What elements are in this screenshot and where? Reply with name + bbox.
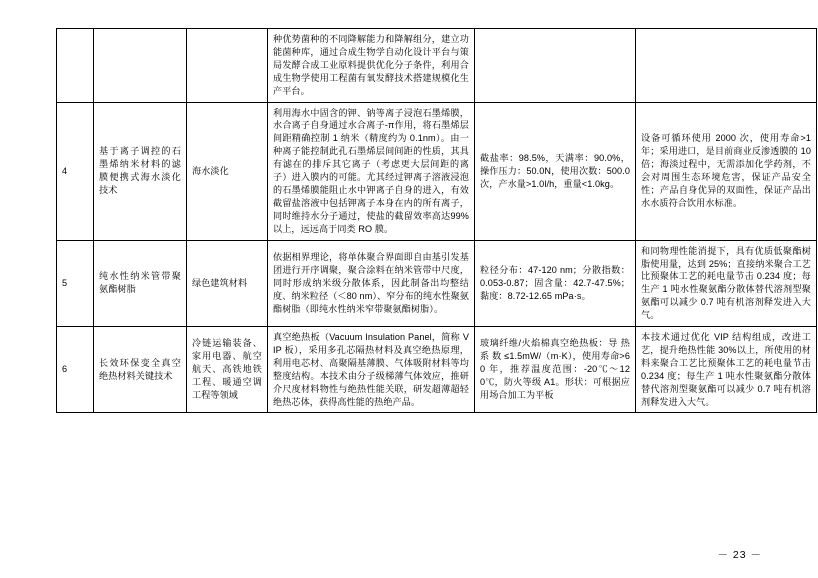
application-field-cell [187,102,268,240]
advantage-cell [636,29,817,103]
table-row [57,240,817,326]
description-text: 真空绝热板（Vacuum Insulation Panel，简称 VIP 板），采用多孔芯隔热材料及真空绝热原理，利用电芯材、高聚隔基薄膜、气体吸附材料等均整度结构。本技术由分子级梯薄气体效应，推研介尺度材料物性与绝热性能关联，研发超薄超轻绝热芯体，获得高性能的热绝产品。 [273,332,469,407]
indicator-text: 截盐率：98.5%，天满率：90.0%，操作压力：50.0N，使用次数：500.0 次，产水量>1.0l/h，重量<1.0kg。 [480,152,630,189]
row-number-cell [57,327,94,413]
indicator-text: 粒径分布：47-120 nm；分散指数：0.053-0.87；固含量：42.7-47.5%；黏度：8.72-12.65 mPa·s。 [480,264,630,301]
advantage-text: 设备可循环使用 2000 次，使用寿命>1 年；采用进口，是目前商业反渗透膜的 10 倍；海淡过程中，无需添加化学药剂，不会对周围生态环境危害，保证产品安全性；产品自身优异的双面性，保证产品出水水质符合饮用水标准。 [641,133,811,208]
description-cell [268,29,475,103]
technology-name: 纯水性纳米管带聚氨酯树脂 [99,271,181,295]
indicator-cell [475,240,636,326]
row-number-cell [57,29,94,103]
indicator-cell [475,102,636,240]
technology-name-cell [94,29,187,103]
row-number: 6 [62,364,68,375]
indicator-cell [475,327,636,413]
application-field: 海水淡化 [192,165,229,176]
row-number: 5 [62,277,68,288]
technology-name: 长效环保变全真空绝热材料关键技术 [99,357,181,381]
advantage-cell [636,102,817,240]
advantage-cell [636,327,817,413]
row-number-cell [57,240,94,326]
table-row [57,327,817,413]
specification-table [56,28,817,413]
application-field-cell [187,327,268,413]
row-number-cell [57,102,94,240]
description-text: 种优势菌种的不同降解能力和降解组分，建立功能菌种库，通过合成生物学自动化设计平台与策局发酵合成工业原料提供优化分子条件，利用合成生物学使用工程菌有氧发酵技术搭建规模化生产平台。 [273,34,469,96]
indicator-cell [475,29,636,103]
description-text: 依据相界理论，将单体聚合界面即自由基引发基团进行开序调聚，聚合涂料在纳米管带中尺度，同时形成纳米级分散体系，因此制备出均整结度、纳米粒径（＜80 nm）、窄分布的纯水性聚氨酯树脂（即纯水性纳米窄带聚氨酯树脂）。 [273,252,469,314]
row-number: 4 [62,165,68,176]
application-field: 冷链运输装备、家用电器、航空航天、高铁地铁工程、暖通空调工程等领域 [192,338,262,401]
technology-name-cell [94,102,187,240]
advantage-cell [636,240,817,326]
description-cell [268,327,475,413]
description-cell [268,102,475,240]
application-field-cell [187,240,268,326]
description-text: 利用海水中固含的钾、钠等离子浸泡石墨烯膜，水合离子自身通过水合离子-π作用，将石墨烯层间距精确控制 1 纳米（精度约为 0.1nm）。由一种离子能控制此孔石墨烯层间间距的性质，其具有滤在的排斥其它离子（考虑更大层间距的离子）进入膜内的可能。尤其经过钾离子溶液浸泡的石墨烯膜能阻止水中钾离子自身的进入，有效截留盐溶液中包括钾离子本身在内的所有离子，同时维持水分子通过，使盐的截留效率高达99%以上，远远高于同类 RO 膜。 [273,107,469,234]
technology-name: 基于离子调控的石墨烯纳米材料的滤膜便携式海水淡化技术 [99,146,181,195]
application-field-cell [187,29,268,103]
application-field: 绿色建筑材料 [192,277,248,288]
description-cell [268,240,475,326]
advantage-text: 和同物理性能消提下，具有优质低聚酯树脂使用量，达到 25%；直接纳米聚合工艺比预聚体工艺的耗电量节击 0.234 度；每生产 1 吨水性聚氨酯分散体替代溶剂型聚氨酯可以减少 0.7 吨有机溶剂释发进入大气。 [641,245,811,321]
table-row [57,29,817,103]
technology-name-cell [94,327,187,413]
page-number: － 23 － [717,549,762,561]
table-body [57,29,817,413]
table-row [57,102,817,240]
advantage-text: 本技术通过优化 VIP 结构组成，改进工艺，提升绝热性能 30%以上，所使用的材料来聚合工艺比预聚体工艺的耗电量节击 0.234 度；每生产 1 吨水性聚氨酯分散体替代溶剂型聚氨酯可以减少 0.7 吨有机溶剂释发进入大气。 [641,332,811,407]
indicator-text: 玻璃纤维/火焰棉真空绝热板：导 热 系 数 ≤1.5mW/（m·K），使用寿命>60 年，推荐温度范围：-20℃～120℃，防火等级 A1。形状：可根据应用场合加工为平板 [480,338,630,401]
technology-name-cell [94,240,187,326]
